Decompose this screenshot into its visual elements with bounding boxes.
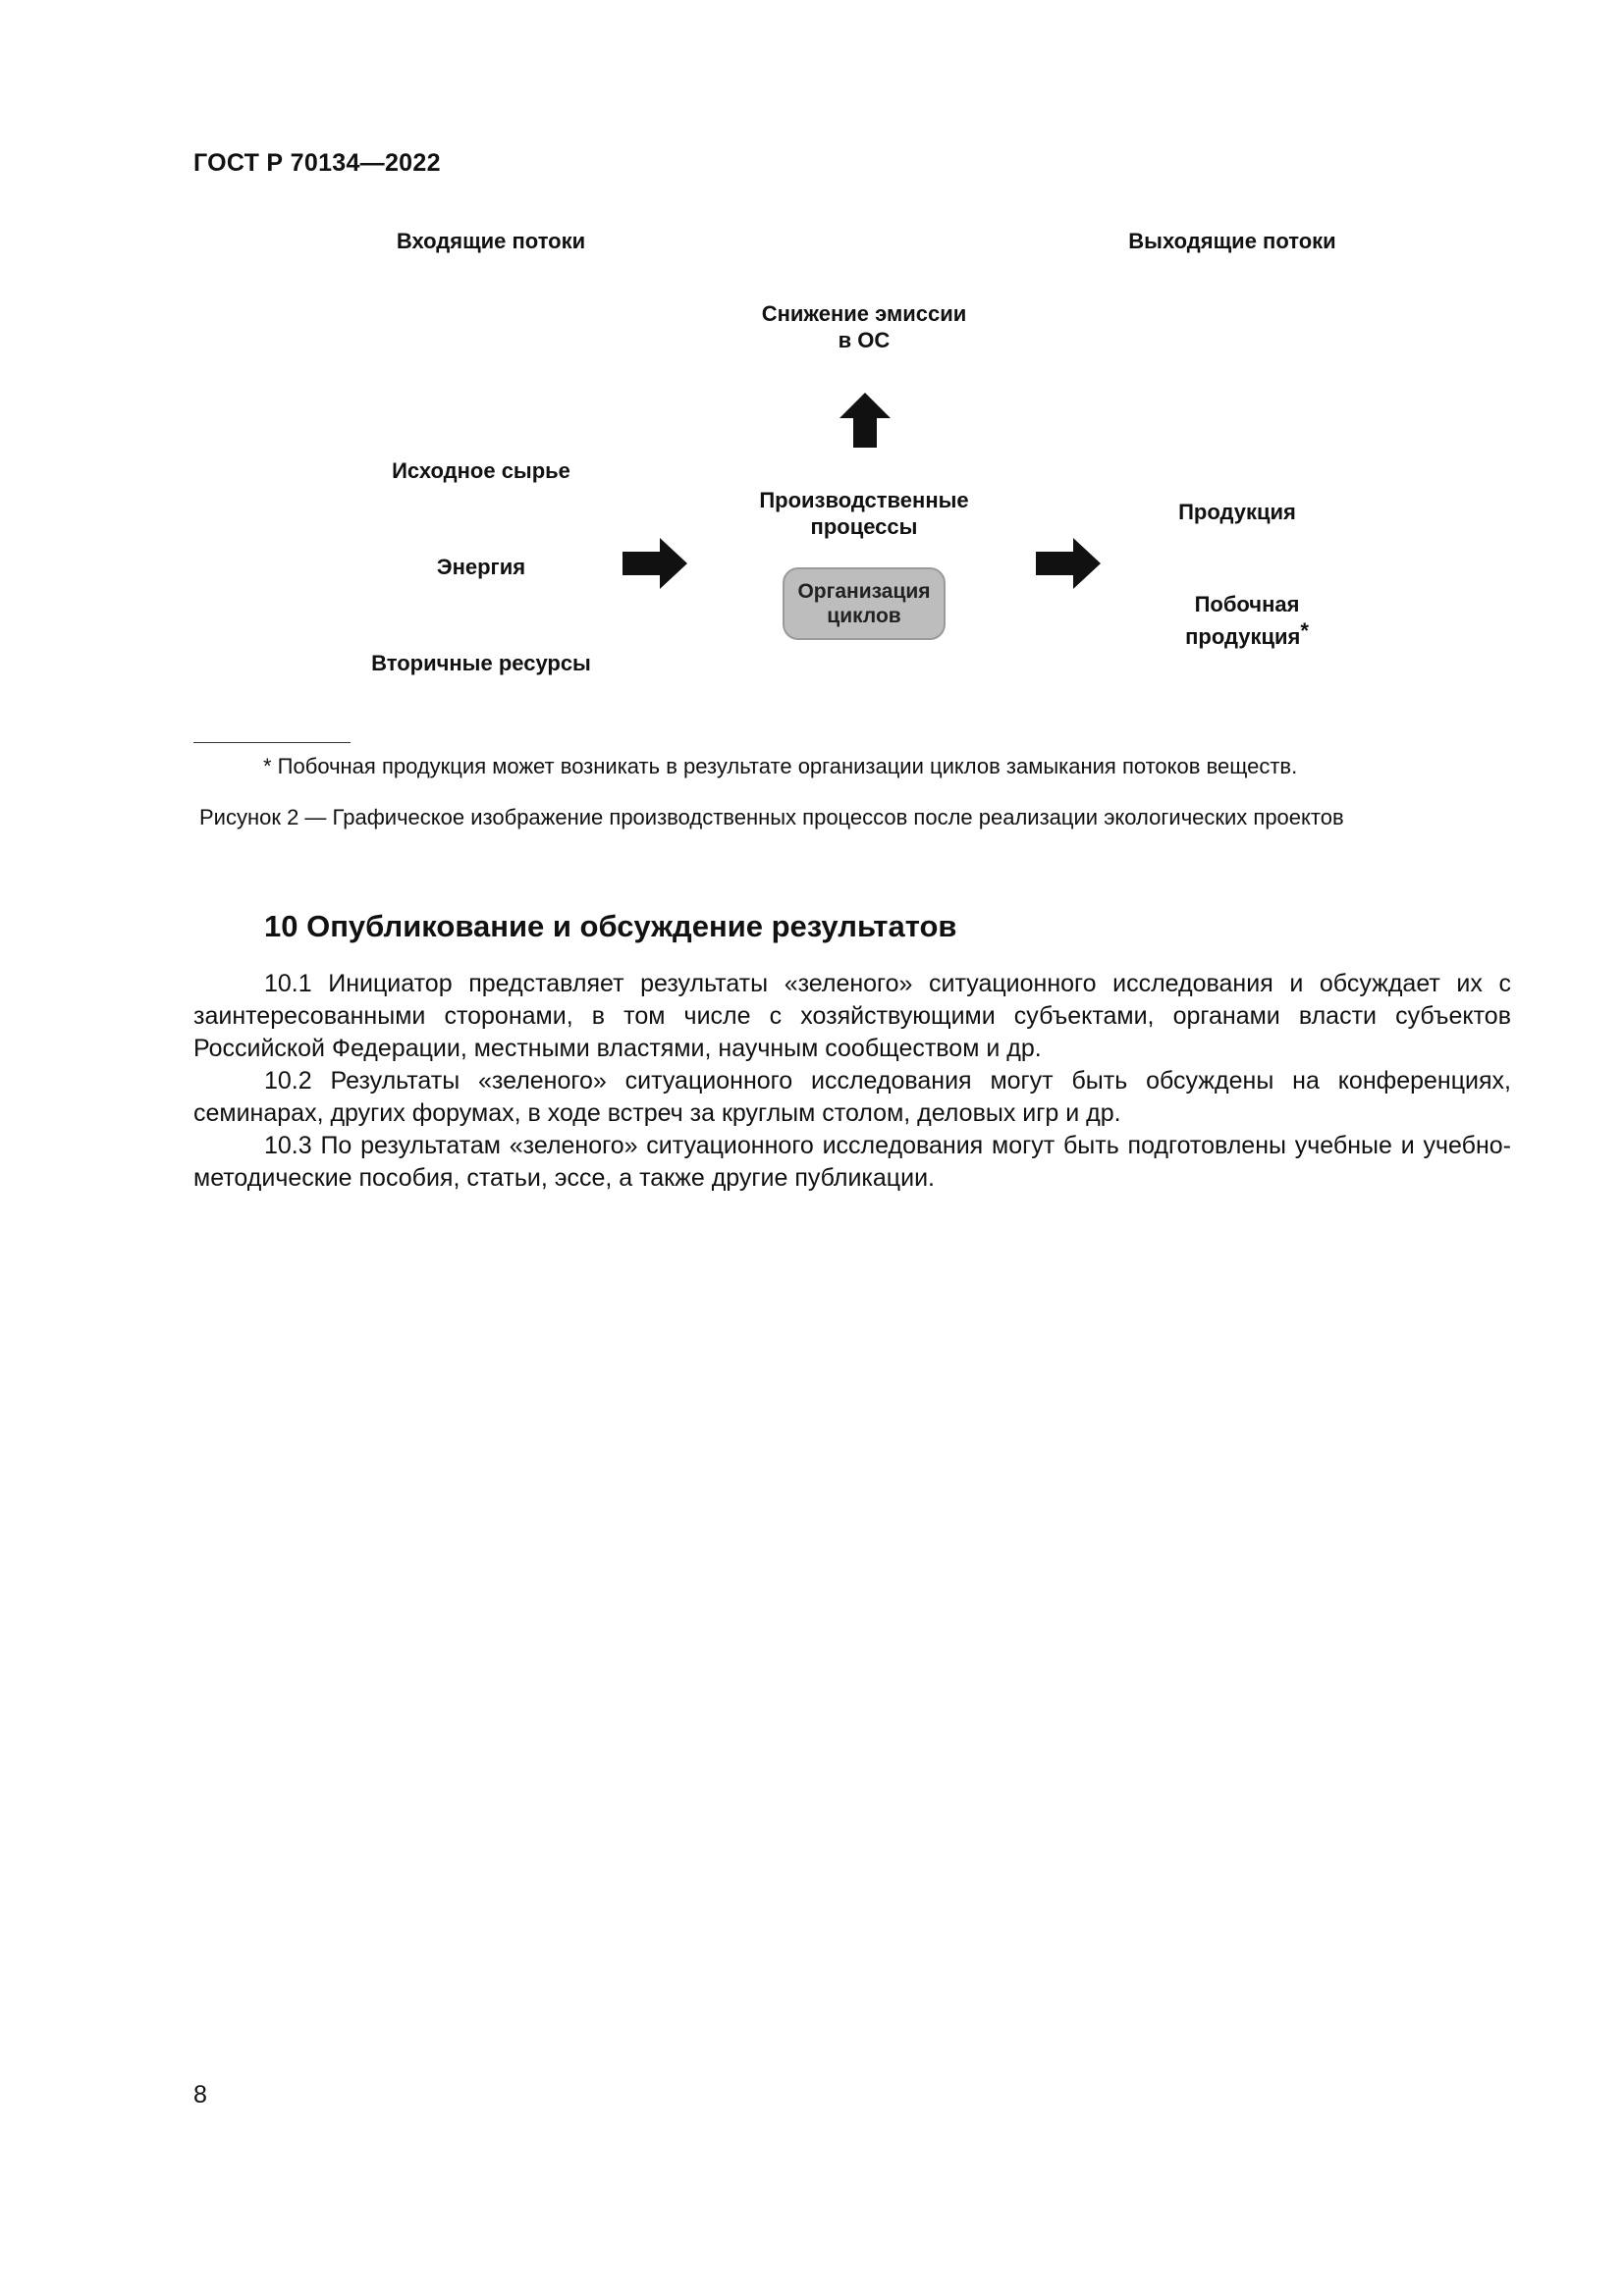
input-energy: Энергия: [436, 555, 526, 579]
paragraph-10-1: 10.1 Инициатор представляет результаты «зеленого» ситуационного исследования и обсуждает их с заинтересованными сторонами, в том числе с хозяйствующими субъектами, органами власти субъектов Российской Федерации, местными властями, научным сообществом и др.: [193, 970, 1511, 1062]
document-code-header: ГОСТ Р 70134—2022: [193, 149, 441, 177]
input-raw-materials: Исходное сырье: [392, 458, 570, 483]
inputs-title: Входящие потоки: [396, 229, 586, 253]
output-byproduct: Побочная продукция*: [1185, 592, 1309, 649]
cycles-box: Организация циклов: [783, 567, 946, 640]
section-body: [193, 968, 1511, 1195]
page-number: 8: [193, 2081, 207, 2109]
paragraph-10-2: 10.2 Результаты «зеленого» ситуационного исследования могут быть обсуждены на конференциях, семинарах, других форумах, в ходе встреч за круглым столом, деловых игр и др.: [193, 1067, 1511, 1127]
footnote-separator: [193, 742, 351, 743]
paragraph-10-3: 10.3 По результатам «зеленого» ситуационного исследования могут быть подготовлены учебные и учебно-методические пособия, статьи, эссе, а также другие публикации.: [193, 1132, 1511, 1192]
figure-caption: Рисунок 2 — Графическое изображение производственных процессов после реализации экологических проектов: [199, 805, 1344, 829]
outputs-title: Выходящие потоки: [1128, 229, 1336, 253]
section-title: 10 Опубликование и обсуждение результатов: [264, 909, 957, 943]
right-arrow-icon-output: [1036, 538, 1101, 589]
input-secondary-resources: Вторичные ресурсы: [371, 651, 591, 675]
figure-footnote: * Побочная продукция может возникать в результате организации циклов замыкания потоков веществ.: [263, 754, 1298, 778]
output-product: Продукция: [1178, 500, 1296, 524]
footnote-asterisk: *: [1300, 618, 1309, 643]
emission-label: Снижение эмиссии в ОС: [761, 301, 967, 352]
process-label: Производственные процессы: [759, 488, 969, 539]
right-arrow-icon: [623, 538, 687, 589]
up-arrow-icon: [839, 393, 891, 448]
